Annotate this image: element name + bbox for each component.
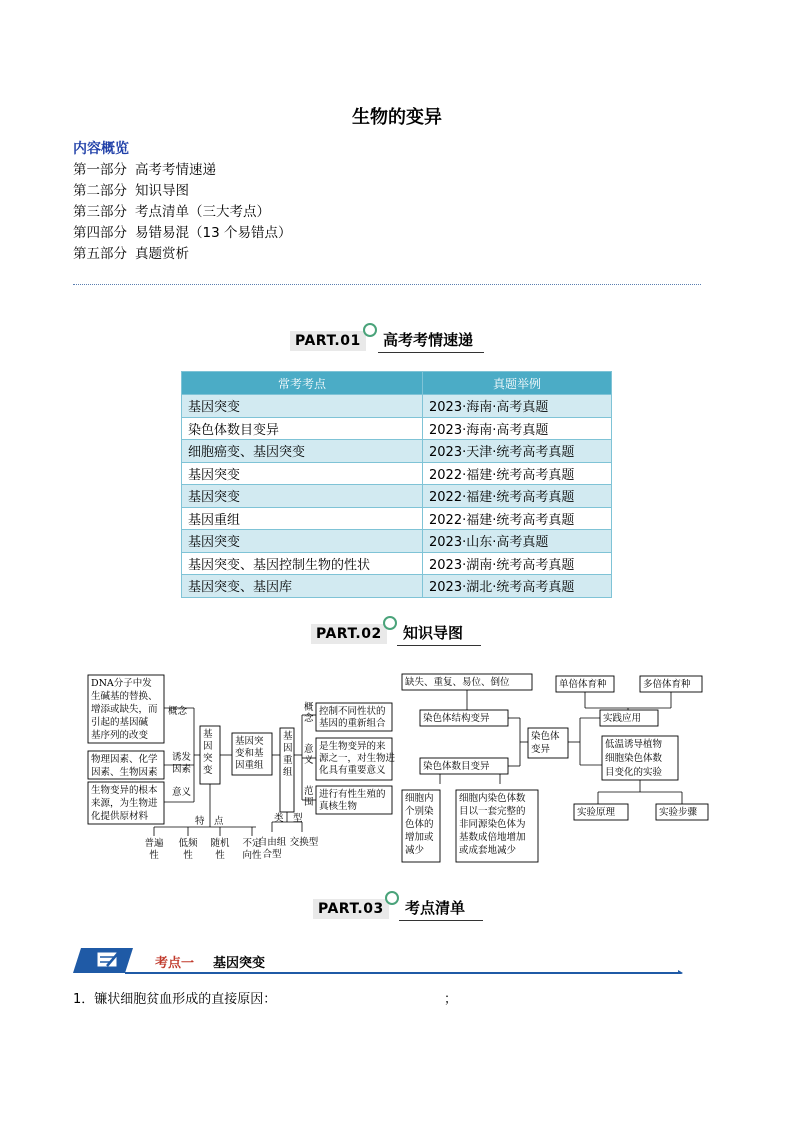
map-label-concept: 概念	[168, 706, 188, 717]
overview-item-part: 第三部分	[73, 204, 127, 220]
dotted-divider	[73, 284, 701, 285]
map-feature-2: 随机性	[210, 838, 230, 861]
question-1	[73, 988, 458, 1007]
part3-header	[313, 895, 493, 925]
knowledge-map	[80, 670, 710, 870]
map-feature-3: 不定向性	[242, 838, 262, 861]
question-1-text: 镰状细胞贫血形成的直接原因：	[94, 992, 277, 1007]
exam-table-row	[182, 485, 612, 508]
map-recomb-meaning-box-text: 是生物变异的来源之一，对生物进化具有重要意义	[319, 741, 396, 776]
part2-underline	[397, 645, 481, 646]
map-num-individual-box-text: 细胞内个别染色体的增加或减少	[405, 793, 434, 856]
overview-list	[73, 160, 291, 265]
map-label-type: 类 型	[274, 813, 303, 824]
overview-item	[73, 223, 291, 244]
exam-example-cell: 2023·湖南·统考高考真题	[423, 552, 612, 575]
part3-dot-icon	[385, 891, 399, 905]
map-chrom-var-node-text: 染色体变异	[531, 731, 560, 755]
exam-topic-cell: 基因突变、基因库	[182, 575, 423, 598]
map-sub-scope: 范围	[304, 786, 314, 808]
exam-example-cell: 2022·福建·统考高考真题	[423, 462, 612, 485]
part2-badge: PART.02	[311, 624, 387, 644]
overview-item	[73, 160, 291, 181]
map-mutation-factor-box-text: 物理因素、化学因素、生物因素	[91, 754, 158, 778]
exam-table-row	[182, 417, 612, 440]
map-gene-recombination-node-text: 基因重组	[283, 731, 293, 778]
page-title: 生物的变异	[352, 107, 442, 128]
exam-topic-cell: 基因突变	[182, 530, 423, 553]
map-type-1: 交换型	[289, 837, 319, 848]
map-principle-box-text: 实验原理	[577, 807, 616, 818]
exam-col-example: 真题举例	[423, 372, 612, 395]
overview-item-part: 第二部分	[73, 183, 127, 199]
exam-topic-cell: 基因突变	[182, 395, 423, 418]
map-gene-mutation-node-text: 基因突变	[203, 729, 213, 776]
overview-item-part: 第五部分	[73, 246, 127, 262]
overview-item	[73, 244, 291, 265]
map-num-set-box-text: 细胞内染色体数目以一套完整的非同源染色体为基数成倍地增加或成套地减少	[459, 793, 526, 856]
exam-example-cell: 2023·海南·高考真题	[423, 417, 612, 440]
part1-badge: PART.01	[290, 331, 366, 351]
map-label-meaning: 意义	[172, 787, 192, 798]
map-struct-types-box-text: 缺失、重复、易位、倒位	[405, 677, 510, 688]
exam-table-header	[182, 372, 612, 395]
map-type-0: 自由组合型	[257, 837, 287, 860]
kp1-label: 考点一	[155, 956, 195, 971]
kp1-name: 基因突变	[213, 956, 266, 971]
exam-table-row	[182, 552, 612, 575]
map-label-feature: 特 点	[195, 816, 224, 827]
exam-table-row	[182, 462, 612, 485]
exam-table	[181, 371, 612, 598]
overview-item-name: 易错易混（13 个易错点）	[135, 225, 292, 241]
map-label-cause: 诱发因素	[172, 752, 192, 775]
exam-example-cell: 2023·天津·统考高考真题	[423, 440, 612, 463]
overview-item-name: 考点清单（三大考点）	[135, 204, 270, 220]
map-recomb-scope-box-text: 进行有性生殖的真核生物	[319, 789, 386, 812]
map-practice-box-text: 实践应用	[603, 713, 642, 724]
overview-item	[73, 202, 291, 223]
exam-table-row	[182, 440, 612, 463]
map-recomb-concept-box-text: 控制不同性状的基因的重新组合	[319, 706, 386, 729]
part3-badge: PART.03	[313, 899, 389, 919]
part3-underline	[399, 920, 483, 921]
question-1-number: 1．	[73, 992, 95, 1007]
exam-topic-cell: 基因重组	[182, 507, 423, 530]
part2-dot-icon	[383, 616, 397, 630]
part2-title: 知识导图	[403, 624, 464, 642]
part3-title: 考点清单	[405, 899, 466, 917]
exam-example-cell: 2023·湖北·统考高考真题	[423, 575, 612, 598]
exam-col-topic: 常考考点	[182, 372, 423, 395]
exam-topic-cell: 染色体数目变异	[182, 417, 423, 440]
map-mutation-meaning-box-text: 生物变异的根本来源，为生物进化提供原材料	[91, 785, 158, 822]
map-feature-1: 低频性	[178, 838, 198, 861]
map-num-var-box-text: 染色体数目变异	[423, 761, 490, 772]
question-1-end: ；	[444, 992, 458, 1007]
map-sub-concept: 概念	[304, 702, 314, 724]
map-mutation-concept-box-text: DNA分子中发生碱基的替换、增添或缺失，而引起的基因碱基序列的改变	[91, 678, 158, 741]
exam-table-row	[182, 507, 612, 530]
exam-example-cell: 2023·山东·高考真题	[423, 530, 612, 553]
part1-header	[290, 327, 500, 357]
overview-item-name: 高考考情速递	[135, 162, 216, 178]
exam-example-cell: 2022·福建·统考高考真题	[423, 485, 612, 508]
overview-heading: 内容概览	[73, 141, 129, 157]
exam-example-cell: 2022·福建·统考高考真题	[423, 507, 612, 530]
part1-underline	[378, 352, 484, 353]
exam-table-row	[182, 530, 612, 553]
overview-item-name: 真题赏析	[135, 246, 189, 262]
exam-topic-cell: 基因突变、基因控制生物的性状	[182, 552, 423, 575]
overview-item-part: 第四部分	[73, 225, 127, 241]
map-experiment-box-text: 低温诱导植物细胞染色体数目变化的实验	[605, 739, 663, 778]
part1-title: 高考考情速递	[383, 331, 474, 349]
exam-topic-cell: 基因突变	[182, 462, 423, 485]
exam-topic-cell: 基因突变	[182, 485, 423, 508]
map-polyploid-box-text: 多倍体育种	[643, 679, 691, 690]
exam-example-cell: 2023·海南·高考真题	[423, 395, 612, 418]
map-center-node-text: 基因突变和基因重组	[235, 736, 264, 771]
exam-table-row	[182, 395, 612, 418]
part1-dot-icon	[363, 323, 377, 337]
overview-item-part: 第一部分	[73, 162, 127, 178]
exam-topic-cell: 细胞癌变、基因突变	[182, 440, 423, 463]
map-sub-meaning: 意义	[304, 744, 314, 766]
overview-item	[73, 181, 291, 202]
part2-header	[311, 620, 491, 650]
map-haploid-box-text: 单倍体育种	[559, 679, 607, 690]
exam-table-row	[182, 575, 612, 598]
map-steps-box-text: 实验步骤	[659, 807, 698, 818]
kp1-banner	[73, 944, 683, 974]
map-feature-0: 普遍性	[144, 838, 164, 861]
map-struct-var-box-text: 染色体结构变异	[423, 713, 490, 724]
overview-item-name: 知识导图	[135, 183, 189, 199]
